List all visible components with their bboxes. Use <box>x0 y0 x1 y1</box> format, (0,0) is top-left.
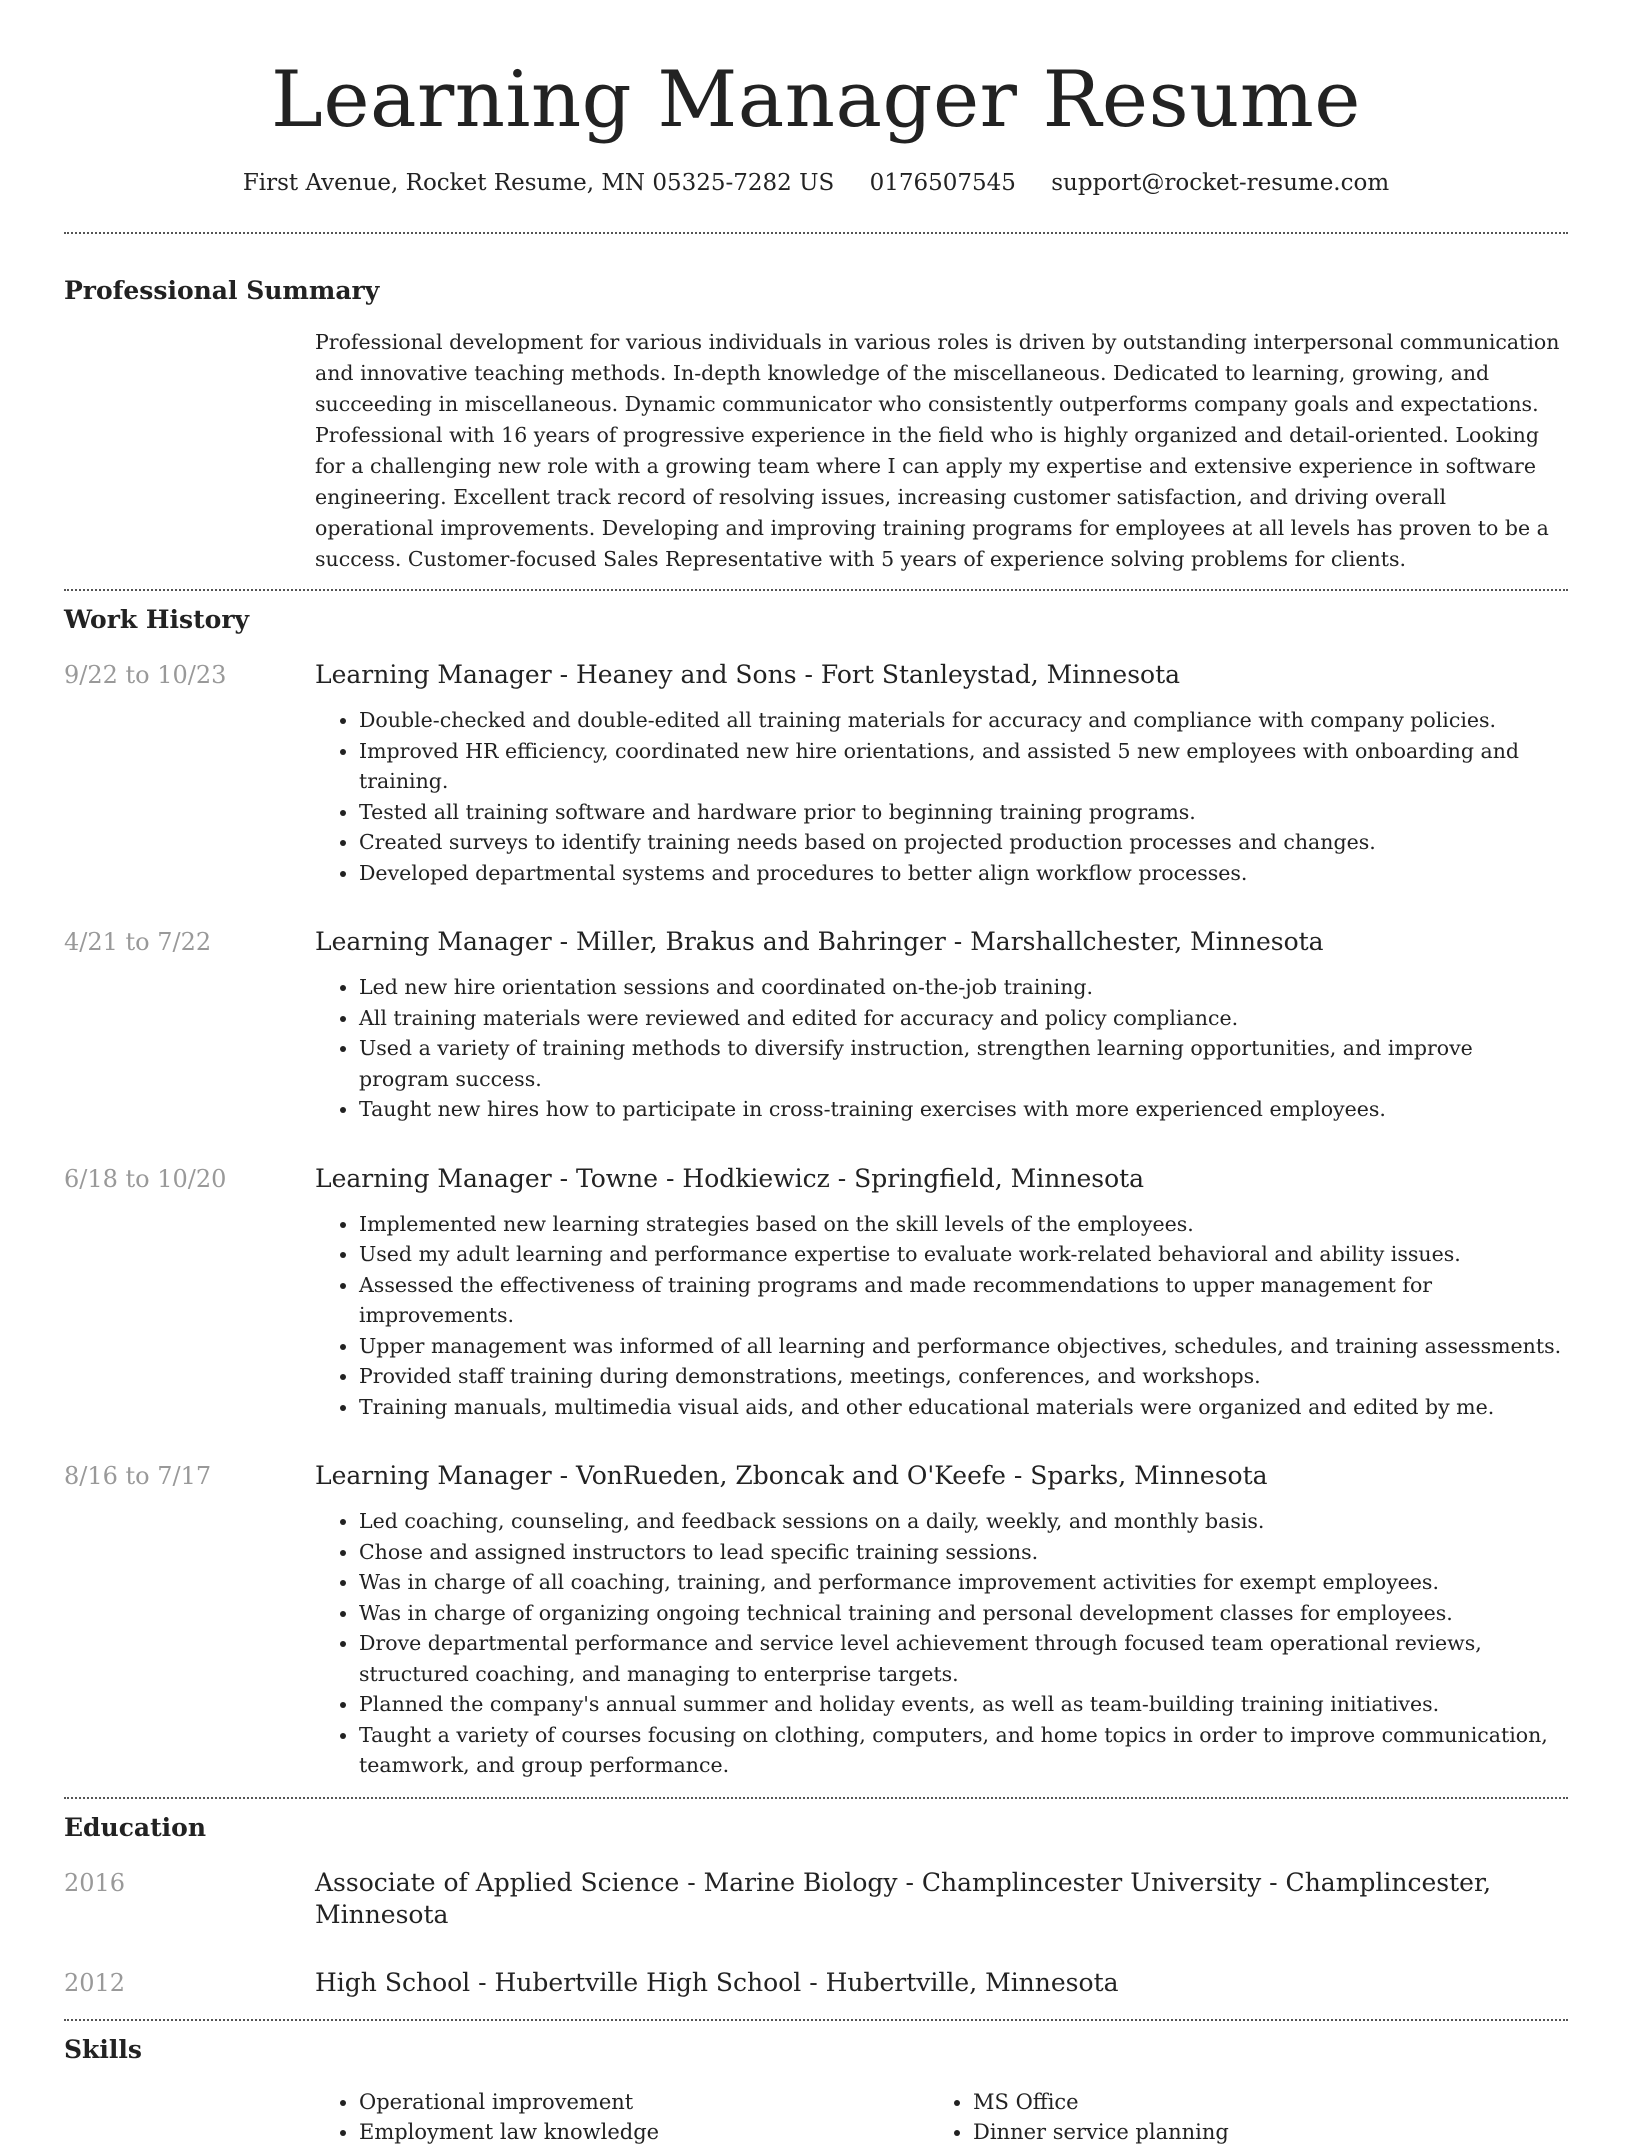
job-bullet: • Developed departmental systems and procedures to better align workflow processes. <box>359 858 1568 889</box>
job-title: Learning Manager - Towne - Hodkiewicz - Springfield, Minnesota <box>315 1163 1145 1193</box>
section-heading-skills: Skills <box>64 2034 142 2064</box>
job-bullet: • Used my adult learning and performance expertise to evaluate work-related behavioral and ability issues. <box>359 1239 1568 1270</box>
job-bullet: • All training materials were reviewed and edited for accuracy and policy compliance. <box>359 1003 1568 1034</box>
job-bullets <box>315 972 1568 1125</box>
contact-address: First Avenue, Rocket Resume, MN 05325-7282 US <box>242 170 835 196</box>
section-heading-work-history: Work History <box>64 605 250 634</box>
job-dates: 6/18 to 10/20 <box>64 1164 227 1193</box>
job-entry <box>64 926 1568 1125</box>
skill-item: • Operational improvement <box>359 2087 929 2118</box>
job-bullet: • Improved HR efficiency, coordinated new hire orientations, and assisted 5 new employees with onboarding and training. <box>359 736 1568 797</box>
divider <box>64 1797 1568 1799</box>
education-year: 2016 <box>64 1868 126 1897</box>
summary-text: Professional development for various individuals in various roles is driven by outstanding interpersonal communication and innovative teaching methods. In-depth knowledge of the miscellaneous. Dedicated to learning, growing, and succeeding in miscellaneous. Dynamic communicator who consistently outperforms company goals and expectations. Professional with 16 years of progressive experience in the field who is highly organized and detail-oriented. Looking for a challenging new role with a growing team where I can apply my expertise and extensive experience in software engineering. Excellent track record of resolving issues, increasing customer satisfaction, and driving overall operational improvements. Developing and improving training programs for employees at all levels has proven to be a success. Customer-focused Sales Representative with 5 years of experience solving problems for clients. <box>315 330 1560 571</box>
job-dates: 4/21 to 7/22 <box>64 928 212 956</box>
job-bullet: • Taught new hires how to participate in cross-training exercises with more experienced employees. <box>359 1094 1568 1125</box>
job-bullet: • Was in charge of organizing ongoing technical training and personal development classes for employees. <box>359 1598 1568 1629</box>
job-bullet: • Chose and assigned instructors to lead specific training sessions. <box>359 1537 1568 1568</box>
education-school: - Hubertville High School - Hubertville, Minnesota <box>470 1967 1119 1997</box>
divider <box>64 2019 1568 2021</box>
job-bullets <box>315 1506 1568 1781</box>
education-degree: High School <box>315 1967 471 1997</box>
skill-item: • Employment law knowledge <box>359 2117 929 2148</box>
job-title: Learning Manager - Heaney and Sons - Fort Stanleystad, Minnesota <box>315 660 1181 689</box>
divider <box>64 232 1568 234</box>
job-entry <box>64 1460 1568 1781</box>
skill-item: • MS Office <box>973 2087 1543 2118</box>
job-bullet: • Planned the company's annual summer and holiday events, as well as team-building training initiatives. <box>359 1689 1568 1720</box>
job-bullet: • Tested all training software and hardware prior to beginning training programs. <box>359 797 1568 828</box>
job-dates: 9/22 to 10/23 <box>64 661 227 689</box>
education-entry <box>64 1967 1568 1999</box>
job-bullet: • Provided staff training during demonstrations, meetings, conferences, and workshops. <box>359 1361 1568 1392</box>
job-bullet: • Upper management was informed of all learning and performance objectives, schedules, and training assessments. <box>359 1331 1568 1362</box>
education-year: 2012 <box>64 1968 126 1997</box>
job-entry <box>64 1163 1568 1423</box>
education-degree: Associate of Applied Science - Marine Biology <box>315 1867 898 1897</box>
job-bullet: • Was in charge of all coaching, training, and performance improvement activities for exempt employees. <box>359 1567 1568 1598</box>
job-dates: 8/16 to 7/17 <box>64 1462 212 1490</box>
job-bullet: • Assessed the effectiveness of training programs and made recommendations to upper management for improvements. <box>359 1270 1568 1331</box>
job-bullet: • Created surveys to identify training needs based on projected production processes and changes. <box>359 827 1568 858</box>
resume-page <box>64 0 1568 2148</box>
job-bullets <box>315 1209 1568 1423</box>
job-bullets <box>315 705 1568 888</box>
contact-line <box>64 168 1568 198</box>
job-bullet: • Implemented new learning strategies based on the skill levels of the employees. <box>359 1209 1568 1240</box>
skills-column-right <box>929 2087 1543 2148</box>
job-bullet: • Double-checked and double-edited all training materials for accuracy and compliance with company policies. <box>359 705 1568 736</box>
job-title: Learning Manager - VonRueden, Zboncak and O'Keefe - Sparks, Minnesota <box>315 1461 1268 1490</box>
job-title: Learning Manager - Miller, Brakus and Bahringer - Marshallchester, Minnesota <box>315 927 1324 956</box>
skills-column-left <box>315 2087 929 2148</box>
education-heading <box>315 1967 1568 1999</box>
contact-email: support@rocket-resume.com <box>1051 170 1390 196</box>
resume-title: Learning Manager Resume <box>271 55 1361 145</box>
education-school: - Champlincester University - Champlincester, Minnesota <box>315 1867 1492 1929</box>
job-bullet: • Led coaching, counseling, and feedback sessions on a daily, weekly, and monthly basis. <box>359 1506 1568 1537</box>
job-bullet: • Drove departmental performance and service level achievement through focused team operational reviews, structured coaching, and managing to enterprise targets. <box>359 1628 1568 1689</box>
skill-item: • Dinner service planning <box>973 2117 1543 2148</box>
section-heading-summary: Professional Summary <box>64 276 380 305</box>
job-bullet: • Taught a variety of courses focusing on clothing, computers, and home topics in order to improve communication, teamwork, and group performance. <box>359 1720 1568 1781</box>
contact-phone: 0176507545 <box>869 170 1016 196</box>
section-heading-education: Education <box>64 1812 207 1842</box>
divider <box>64 589 1568 591</box>
job-bullet: • Training manuals, multimedia visual aids, and other educational materials were organized and edited by me. <box>359 1392 1568 1423</box>
job-bullet: • Used a variety of training methods to diversify instruction, strengthen learning opportunities, and improve program success. <box>359 1033 1568 1094</box>
job-entry <box>64 659 1568 888</box>
education-heading <box>315 1867 1568 1931</box>
skills-list <box>315 2087 1568 2148</box>
job-bullet: • Led new hire orientation sessions and coordinated on-the-job training. <box>359 972 1568 1003</box>
education-entry <box>64 1867 1568 1931</box>
